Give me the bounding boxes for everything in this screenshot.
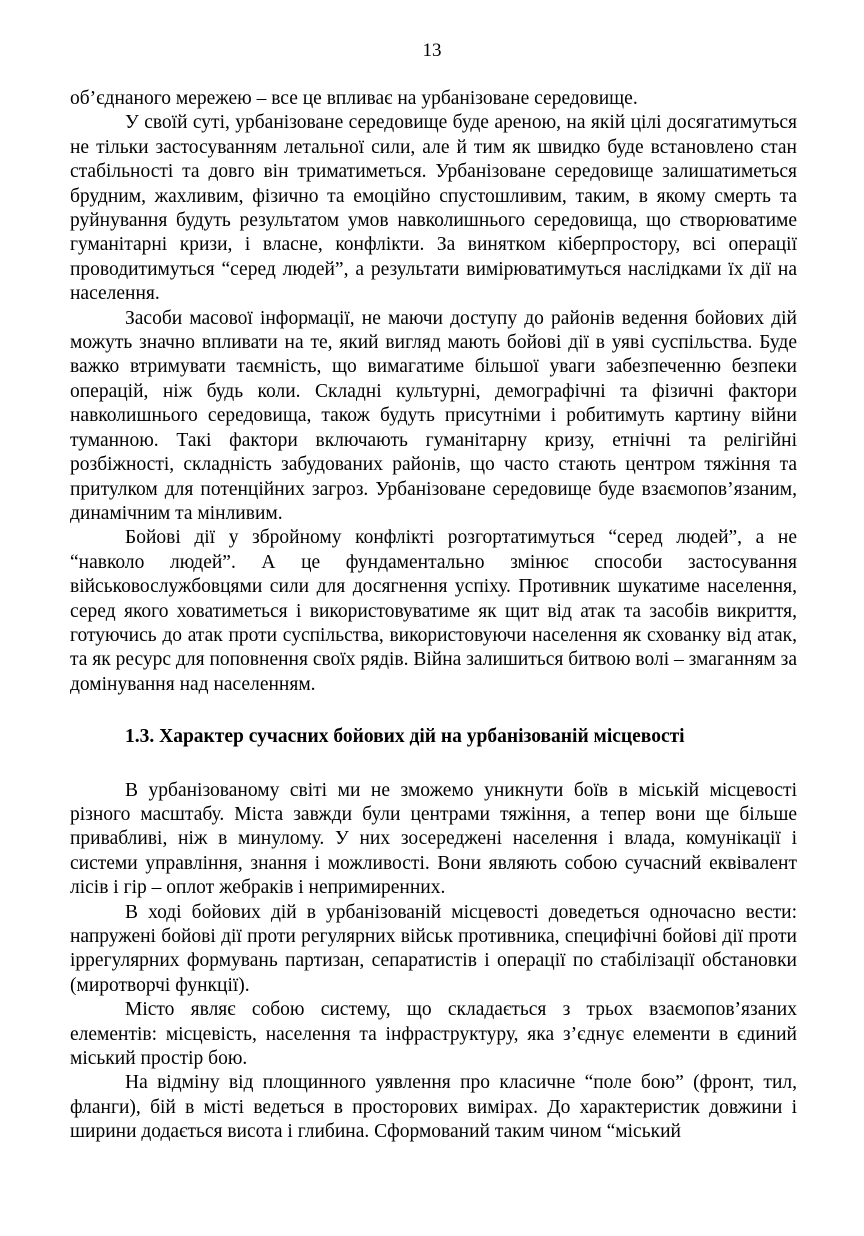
paragraph-city-system: Місто являє собою систему, що складається з трьох взаємопов’язаних елементів: місцевість, населення та інфраструктуру, яка з’єднує елементи в єдиний міський простір бою. — [70, 999, 797, 1070]
page-number: 13 — [422, 40, 442, 61]
paragraph-battlefield-dimensions: На відміну від площинного уявлення про класичне “поле бою” (фронт, тил, фланги), бій в місті ведеться в просторових вимірах. До характеристик довжини і ширини додається висота і глибина. Сформований таким чином “міський — [70, 1072, 797, 1143]
paragraph-among-people: Бойові дії у збройному конфлікті розгортатимуться “серед людей”, а не “навколо людей”. А це фундаментально змінює способи застосування військовослужбовцями сили для досягнення успіху. Противник шукатиме населення, серед якого ховатиметься і використовуватиме як щит від атак та засобів викриття, готуючись до атак проти суспільства, використовуючи населення як схованку від атак, та як ресурс для поповнення своїх рядів. Війна залишиться битвою волі – змаганням за домінування над населенням. — [70, 527, 797, 695]
section-heading: 1.3. Характер сучасних бойових дій на урбанізованій місцевості — [125, 726, 685, 748]
page-body — [70, 87, 797, 1145]
paragraph-combat-types: В ході бойових дій в урбанізованій місцевості доведеться одночасно вести: напружені бойові дії проти регулярних військ противника, специфічні бойові дії проти іррегулярних формувань партизан, сепаратистів і операції по стабілізації обстановки (миротворчі функції). — [70, 901, 797, 996]
paragraph-continuation: об’єднаного мережею – все це впливає на урбанізоване середовище. — [70, 88, 638, 109]
paragraph-urbanized-world: В урбанізованому світі ми не зможемо уникнути боїв в міській місцевості різного масштабу. Міста завжди були центрами тяжіння, а тепер вони ще більше привабливі, ніж в минулому. У них зосереджені населення і влада, комунікації і системи управління, знання і можливості. Вони являють собою сучасний еквівалент лісів і гір – оплот жебраків і непримиренних. — [70, 779, 797, 899]
paragraph-urban-environment: У своїй суті, урбанізоване середовище буде ареною, на якій цілі досягатимуться не тільки застосуванням летальної сили, але й тим як швидко буде встановлено стан стабільності та довго він триматиметься. Урбанізоване середовище залишатиметься брудним, жахливим, фізично та емоційно спустошливим, таким, в якому смерть та руйнування будуть результатом умов навколишнього середовища, що створюватиме гуманітарні кризи, і власне, конфлікти. За винятком кіберпростору, всі операції проводитимуться “серед людей”, а результати вимірюватимуться наслідками їх дії на населення. — [70, 112, 797, 305]
paragraph-mass-media: Засоби масової інформації, не маючи доступу до районів ведення бойових дій можуть значно впливати на те, який вигляд мають бойові дії в уяві суспільства. Буде важко втримувати таємність, що вимагатиме більшої уваги забезпеченню безпеки операцій, ніж будь коли. Складні культурні, демографічні та фізичні фактори навколишнього середовища, також будуть присутніми і робитимуть картину війни туманною. Такі фактори включають гуманітарну кризу, етнічні та релігійні розбіжності, складність забудованих районів, що часто стають центром тяжіння та притулком для потенційних загроз. Урбанізоване середовище буде взаємопов’язаним, динамічним та мінливим. — [70, 307, 797, 524]
